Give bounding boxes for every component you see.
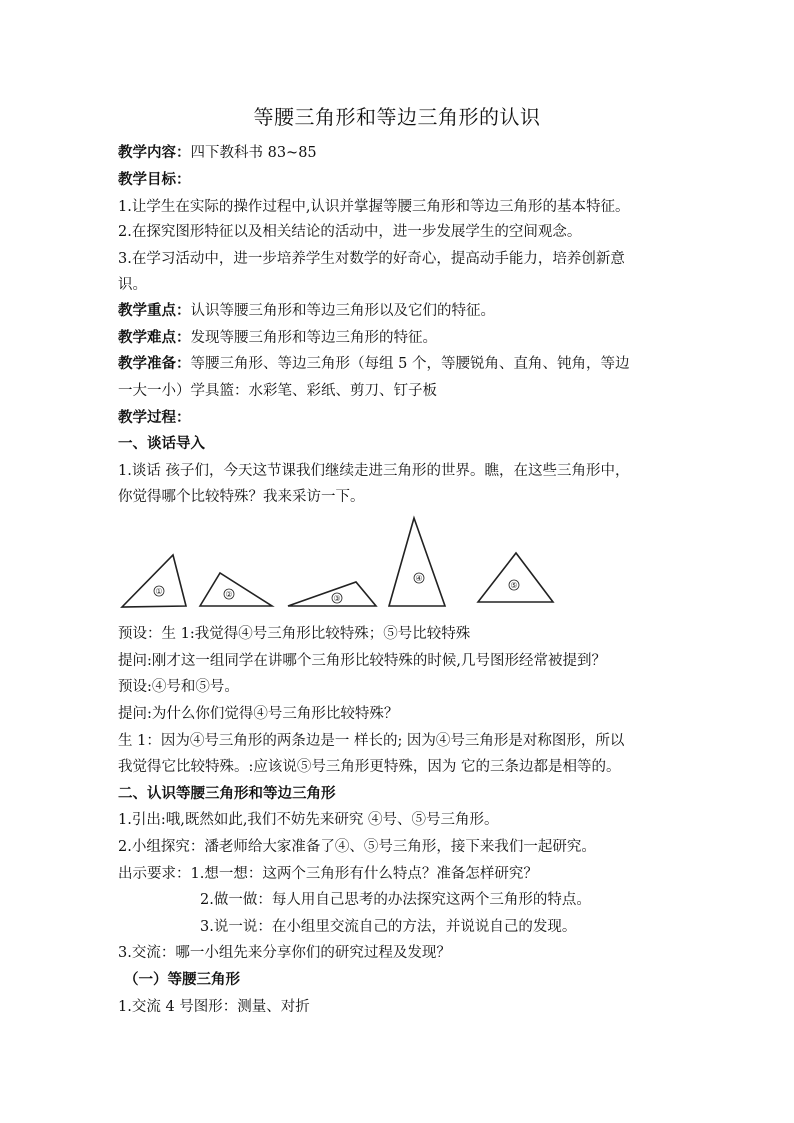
triangle-5-label: ⑤: [510, 581, 518, 590]
dialogue-line-6: 我觉得它比较特殊。:应该说⑤号三角形更特殊，因为 它的三条边都是相等的。: [118, 759, 621, 775]
section2-line-2: 2.小组探究：潘老师给大家准备了④、⑤号三角形，接下来我们一起研究。: [118, 839, 596, 855]
triangle-4: [389, 518, 445, 606]
prep-line: [118, 354, 698, 374]
section2-line-6: 3.交流：哪一小组先来分享你们的研究过程及发现？: [118, 945, 451, 961]
page-title: 等腰三角形和等边三角形的认识: [253, 105, 541, 129]
section2-line-5: 3.说一说：在小组里交流自己的方法，并说说自己的发现。: [200, 919, 577, 935]
triangle-3-label: ③: [333, 594, 341, 603]
goal-item-3: 3.在学习活动中，进一步培养学生对数学的好奇心，提高动手能力，培养创新意: [118, 251, 625, 267]
triangle-5: [478, 553, 553, 602]
triangle-2-label: ②: [225, 590, 233, 599]
section1-heading: 一、谈话导入: [118, 436, 205, 452]
goal-item-2: 2.在探究图形特征以及相关结论的活动中，进一步发展学生的空间观念。: [118, 224, 582, 240]
section2-line-3: 出示要求：1.想一想：这两个三角形有什么特点？准备怎样研究？: [118, 866, 538, 882]
prep-text: 等腰三角形、等边三角形（每组 5 个，等腰锐角、直角、钝角，等边: [190, 356, 630, 372]
difficulty-text: 发现等腰三角形和等边三角形的特征。: [190, 330, 437, 346]
triangle-1: [122, 555, 186, 607]
triangle-2: [200, 573, 272, 606]
triangles-figure: [118, 512, 568, 612]
section2-heading: 二、认识等腰三角形和等边三角形: [118, 786, 336, 802]
section2-line-4: 2.做一做：每人用自己思考的办法探究这两个三角形的特点。: [200, 892, 591, 908]
dialogue-line-4: 提问:为什么你们觉得④号三角形比较特殊？: [118, 706, 399, 722]
content-text: 四下教科书 83~85: [190, 145, 317, 161]
subsection-heading: （一）等腰三角形: [124, 972, 240, 988]
goals-label: 教学目标：: [118, 172, 191, 188]
process-label: 教学过程：: [118, 410, 191, 426]
triangle-1-label: ①: [155, 587, 163, 596]
section2-line-1: 1.引出:哦,既然如此,我们不妨先来研究 ④号、⑤号三角形。: [118, 812, 499, 828]
section1-line-2: 你觉得哪个比较特殊？我来采访一下。: [118, 489, 365, 505]
key-point-text: 认识等腰三角形和等边三角形以及它们的特征。: [190, 303, 495, 319]
key-point-line: [118, 301, 698, 321]
key-point-label: 教学重点：: [118, 303, 191, 319]
difficulty-label: 教学难点：: [118, 330, 191, 346]
content-label: 教学内容：: [118, 145, 191, 161]
dialogue-line-2: 提问:刚才这一组同学在讲哪个三角形比较特殊的时候,几号图形经常被提到？: [118, 653, 606, 669]
prep-line-2: 一大一小）学具篮：水彩笔、彩纸、剪刀、钉子板: [118, 383, 437, 399]
goal-item-1: 1.让学生在实际的操作过程中,认识并掌握等腰三角形和等边三角形的基本特征。: [118, 199, 630, 215]
section1-line-1: 1.谈话 孩子们，今天这节课我们继续走进三角形的世界。瞧，在这些三角形中，: [118, 463, 630, 479]
goal-item-3-cont: 识。: [118, 277, 147, 293]
triangle-3: [288, 582, 376, 606]
dialogue-line-3: 预设:④号和⑤号。: [118, 679, 239, 695]
subsection-line: 1.交流 4 号图形：测量、对折: [118, 999, 310, 1015]
prep-label: 教学准备：: [118, 356, 191, 372]
content-line: [118, 143, 698, 163]
triangle-4-label: ④: [415, 574, 423, 583]
dialogue-line-1: 预设：生 1:我觉得④号三角形比较特殊；⑤号比较特殊: [118, 626, 471, 642]
dialogue-line-5: 生 1：因为④号三角形的两条边是一 样长的; 因为④号三角形是对称图形，所以: [118, 733, 625, 749]
difficulty-line: [118, 328, 698, 348]
